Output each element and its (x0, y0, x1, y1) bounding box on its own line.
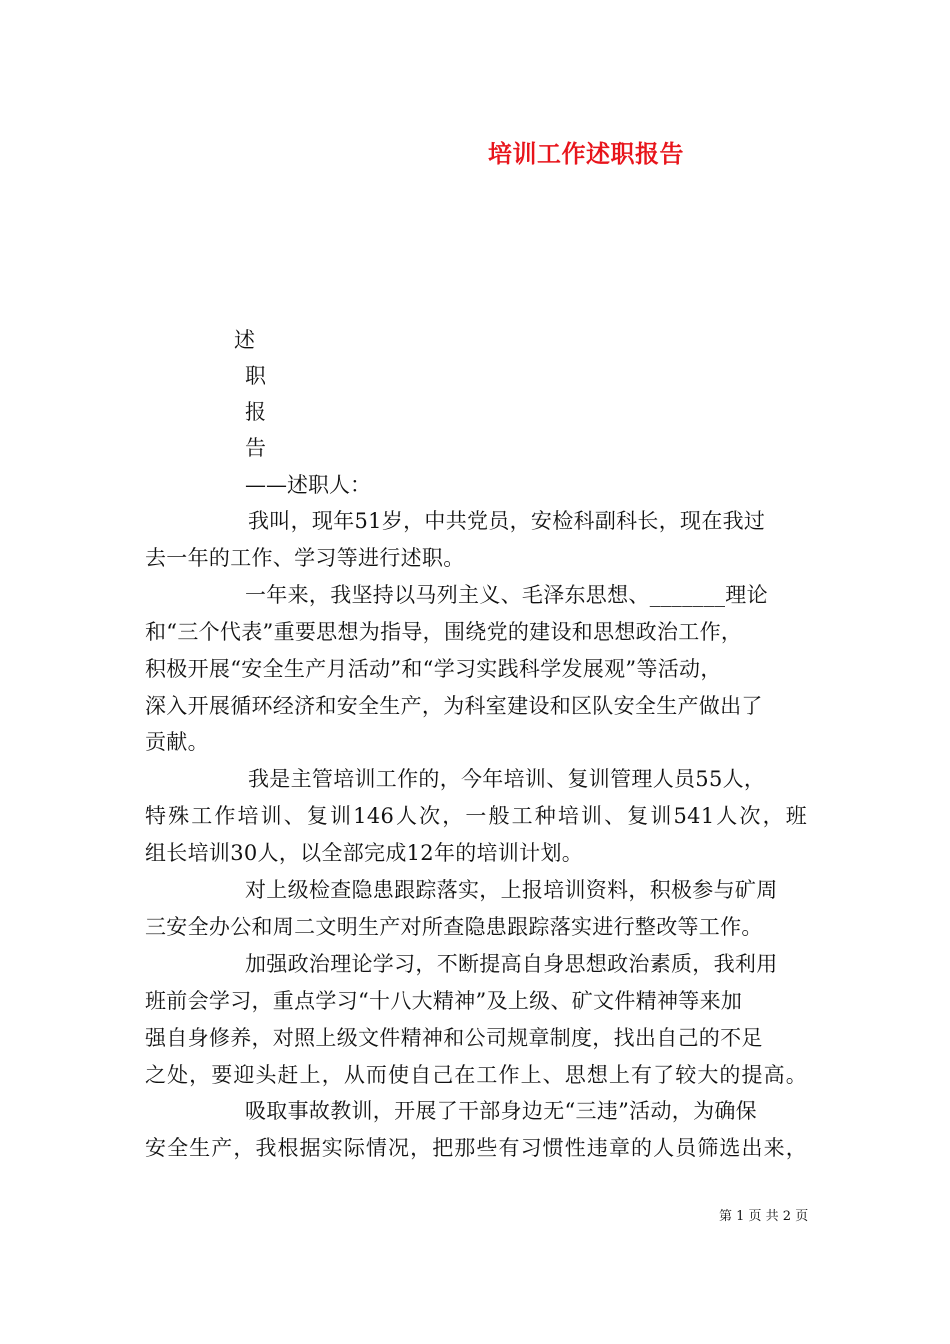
heading-char: 告 (245, 436, 266, 460)
body-line: 我是主管培训工作的，今年培训、复训管理人员55人， (248, 767, 766, 792)
reporter-line: ——述职人： (245, 473, 371, 497)
body-line: 贡献。 (145, 730, 209, 755)
heading-char: 述 (234, 328, 255, 352)
body-line: 一年来，我坚持以马列主义、毛泽东思想、_______理论 (245, 582, 768, 607)
body-line: 去一年的工作、学习等进行述职。 (145, 545, 465, 570)
body-line: 安全生产，我根据实际情况，把那些有习惯性违章的人员筛选出来， (145, 1136, 807, 1161)
body-line: 班前会学习，重点学习“十八大精神”及上级、矿文件精神等来加 (145, 988, 743, 1013)
body-line: 对上级检查隐患跟踪落实，上报培训资料，积极参与矿周 (245, 878, 778, 902)
body-line: 三安全办公和周二文明生产对所查隐患跟踪落实进行整改等工作。 (145, 914, 763, 939)
body-line: 之处，要迎头赶上，从而使自己在工作上、思想上有了较大的提高。 (145, 1062, 807, 1087)
body-line: 组长培训30人，以全部完成12年的培训计划。 (145, 841, 584, 866)
body-line: 加强政治理论学习，不断提高自身思想政治素质，我利用 (245, 951, 778, 976)
body-line: 特殊工作培训、复训146人次，一般工种培训、复训541人次，班 (145, 804, 807, 829)
body-line: 我叫，现年51岁，中共党员，安检科副科长，现在我过 (248, 509, 766, 533)
body-line: 吸取事故教训，开展了干部身边无“三违”活动，为确保 (245, 1099, 757, 1124)
document-title: 培训工作述职报告 (488, 139, 684, 168)
body-line: 强自身修养，对照上级文件精神和公司规章制度，找出自己的不足 (145, 1025, 763, 1050)
heading-char: 报 (245, 400, 266, 424)
heading-char: 职 (245, 364, 266, 388)
body-line: 深入开展循环经济和安全生产，为科室建设和区队安全生产做出了 (145, 693, 763, 718)
body-line: 积极开展“安全生产月活动”和“学习实践科学发展观”等活动， (145, 656, 722, 681)
page-footer: 第 1 页 共 2 页 (719, 1209, 809, 1224)
body-line: 和“三个代表”重要思想为指导，围绕党的建设和思想政治工作， (145, 619, 743, 644)
